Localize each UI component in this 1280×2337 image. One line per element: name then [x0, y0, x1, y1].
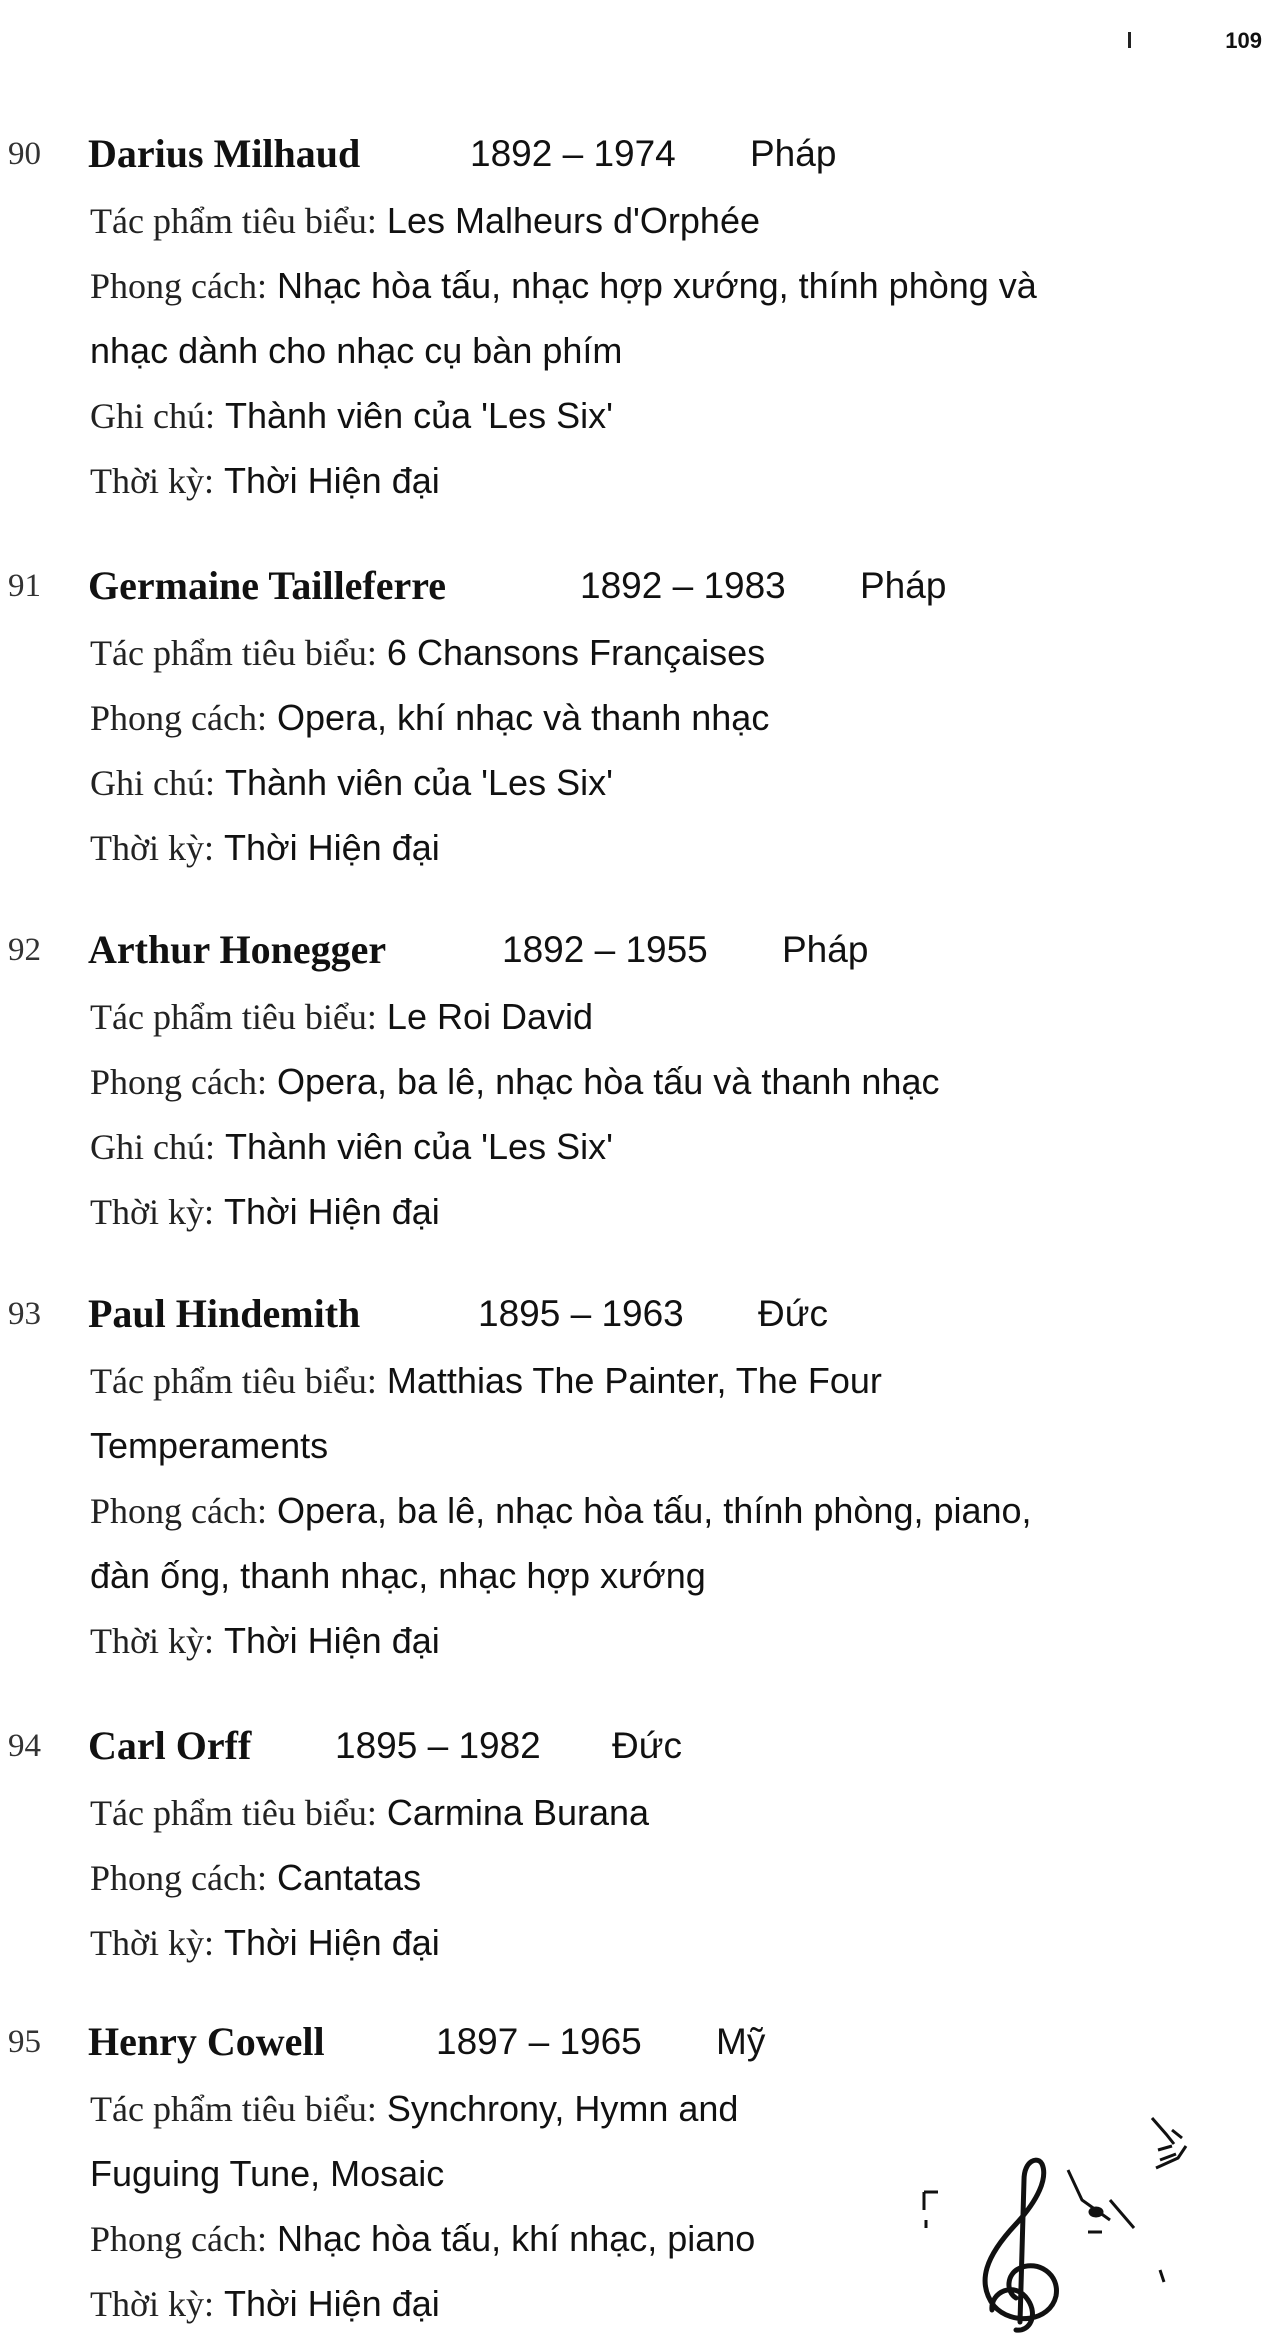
style-line: [90, 1049, 1180, 1114]
period-value: Thời Hiện đại: [224, 2283, 440, 2324]
style-value: Opera, ba lê, nhạc hòa tấu và thanh nhạc: [276, 1061, 940, 1102]
composer-entry-92: [0, 926, 1180, 1244]
works-line: [90, 1348, 1180, 1413]
style-label: Phong cách:: [90, 1858, 267, 1898]
entry-header: [0, 1290, 1180, 1348]
entry-header: [0, 562, 1180, 620]
note-line: [90, 750, 1180, 815]
style-label: Phong cách:: [90, 2219, 267, 2259]
treble-clef-icon: [920, 2060, 1250, 2336]
note-value: Thành viên của 'Les Six': [225, 1126, 613, 1167]
style-value: Nhạc hòa tấu, khí nhạc, piano: [276, 2218, 756, 2259]
composer-entry-90: [0, 130, 1180, 513]
works-label: Tác phẩm tiêu biểu:: [90, 1793, 377, 1833]
entry-header: [0, 926, 1180, 984]
style-value: Opera, ba lê, nhạc hòa tấu, thính phòng, piano,: [276, 1490, 1032, 1531]
period-label: Thời kỳ:: [90, 1923, 215, 1963]
works-label: Tác phẩm tiêu biểu:: [90, 201, 377, 241]
note-line: [90, 383, 1180, 448]
works-label: Tác phẩm tiêu biểu:: [90, 997, 377, 1037]
works-label: Tác phẩm tiêu biểu:: [90, 1361, 377, 1401]
works-line: [90, 188, 1180, 253]
works-line: [90, 620, 1180, 685]
composer-name: Paul Hindemith: [88, 1291, 361, 1336]
style-label: Phong cách:: [90, 1062, 267, 1102]
period-label: Thời kỳ:: [90, 461, 215, 501]
style-line: [90, 1478, 1180, 1543]
composer-years: 1892 – 1955: [502, 929, 708, 970]
note-label: Ghi chú:: [90, 763, 215, 803]
composer-country: Pháp: [782, 929, 869, 970]
composer-name: Darius Milhaud: [88, 131, 361, 176]
style-line: [90, 1845, 1180, 1910]
composer-name: Carl Orff: [88, 1723, 252, 1768]
composer-country: Đức: [758, 1293, 828, 1334]
style-value-continued: nhạc dành cho nhạc cụ bàn phím: [90, 330, 623, 371]
composer-country: Pháp: [860, 565, 947, 606]
composer-years: 1897 – 1965: [436, 2021, 642, 2062]
period-label: Thời kỳ:: [90, 828, 215, 868]
period-line: [90, 448, 1180, 513]
style-line-continued: [90, 1543, 1180, 1608]
entry-header: [0, 130, 1180, 188]
composer-name: Henry Cowell: [88, 2019, 325, 2064]
composer-country: Mỹ: [716, 2021, 766, 2062]
style-value: Cantatas: [276, 1857, 422, 1898]
entry-number: 94: [8, 1728, 41, 1764]
composer-entry-93: [0, 1290, 1180, 1673]
entry-number: 91: [8, 568, 41, 604]
period-value: Thời Hiện đại: [224, 1922, 440, 1963]
entry-number: 93: [8, 1296, 41, 1332]
style-value: Opera, khí nhạc và thanh nhạc: [276, 697, 770, 738]
entry-number: 95: [8, 2024, 41, 2060]
works-label: Tác phẩm tiêu biểu:: [90, 2089, 377, 2129]
period-value: Thời Hiện đại: [224, 460, 440, 501]
composer-country: Pháp: [750, 133, 837, 174]
page-number: 109: [1225, 28, 1262, 53]
works-value-continued: Temperaments: [90, 1425, 329, 1466]
page-tick-mark: [1128, 32, 1131, 48]
works-value: 6 Chansons Françaises: [386, 632, 766, 673]
style-label: Phong cách:: [90, 1491, 267, 1531]
entry-header: [0, 1722, 1180, 1780]
period-value: Thời Hiện đại: [224, 827, 440, 868]
period-value: Thời Hiện đại: [224, 1191, 440, 1232]
style-line: [90, 253, 1180, 318]
works-value: Les Malheurs d'Orphée: [386, 200, 760, 241]
works-value: Carmina Burana: [386, 1792, 650, 1833]
works-value: Le Roi David: [386, 996, 594, 1037]
period-label: Thời kỳ:: [90, 1192, 215, 1232]
composer-years: 1895 – 1982: [335, 1725, 541, 1766]
period-line: [90, 1179, 1180, 1244]
works-value: Matthias The Painter, The Four: [386, 1360, 882, 1401]
style-label: Phong cách:: [90, 698, 267, 738]
works-value: Synchrony, Hymn and: [386, 2088, 739, 2129]
composer-name: Germaine Tailleferre: [88, 563, 447, 608]
note-value: Thành viên của 'Les Six': [225, 395, 613, 436]
style-label: Phong cách:: [90, 266, 267, 306]
works-line: [90, 984, 1180, 1049]
style-value: Nhạc hòa tấu, nhạc hợp xướng, thính phòng và: [276, 265, 1037, 306]
works-line-continued: [90, 1413, 1180, 1478]
period-line: [90, 1910, 1180, 1975]
style-value-continued: đàn ống, thanh nhạc, nhạc hợp xướng: [90, 1555, 706, 1596]
composer-years: 1892 – 1974: [470, 133, 676, 174]
style-line-continued: [90, 318, 1180, 383]
composer-years: 1892 – 1983: [580, 565, 786, 606]
composer-name: Arthur Honegger: [88, 927, 387, 972]
composer-country: Đức: [612, 1725, 682, 1766]
works-line: [90, 1780, 1180, 1845]
period-line: [90, 1608, 1180, 1673]
note-value: Thành viên của 'Les Six': [225, 762, 613, 803]
composer-entry-91: [0, 562, 1180, 880]
entry-number: 90: [8, 136, 41, 172]
style-line: [90, 685, 1180, 750]
period-value: Thời Hiện đại: [224, 1620, 440, 1661]
composer-entry-94: [0, 1722, 1180, 1975]
period-label: Thời kỳ:: [90, 2284, 215, 2324]
composer-years: 1895 – 1963: [478, 1293, 684, 1334]
note-label: Ghi chú:: [90, 396, 215, 436]
note-line: [90, 1114, 1180, 1179]
works-value-continued: Fuguing Tune, Mosaic: [90, 2153, 445, 2194]
period-label: Thời kỳ:: [90, 1621, 215, 1661]
note-label: Ghi chú:: [90, 1127, 215, 1167]
period-line: [90, 815, 1180, 880]
works-label: Tác phẩm tiêu biểu:: [90, 633, 377, 673]
entry-number: 92: [8, 932, 41, 968]
